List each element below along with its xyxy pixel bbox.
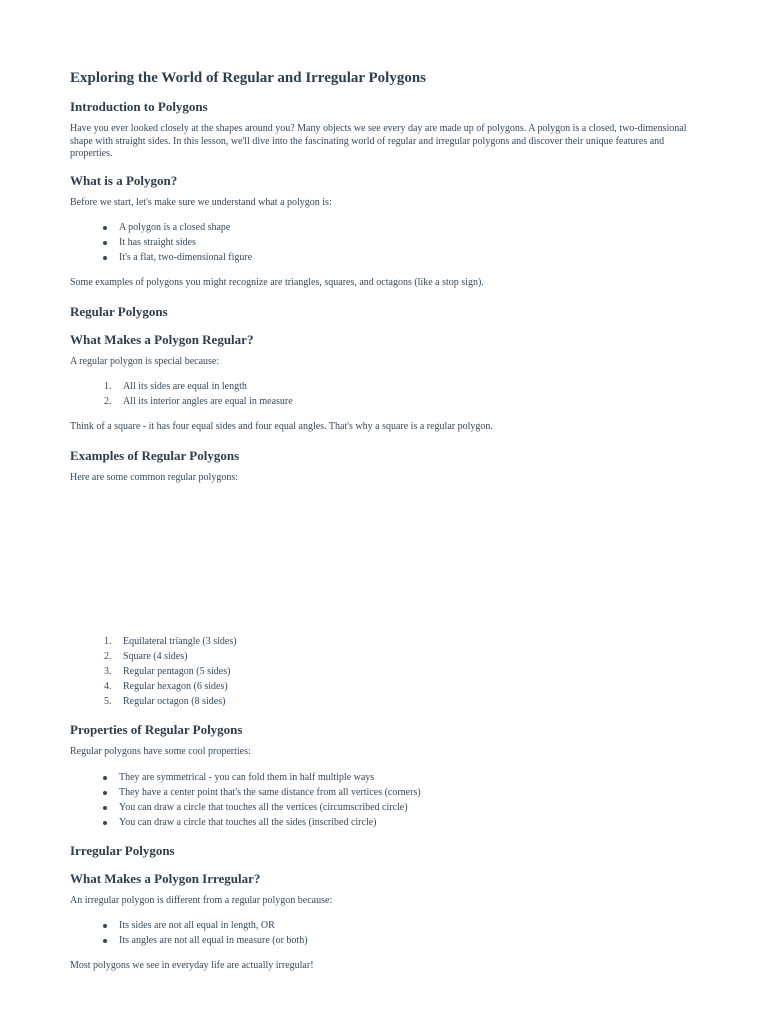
square-note-paragraph: Think of a square - it has four equal sides and four equal angles. That's why a square is a regular polygon. [70,421,493,432]
regular-what-makes-heading: What Makes a Polygon Regular? [70,331,254,347]
list-item-text: All its interior angles are equal in measure [123,396,293,407]
list-number: 2. [104,396,112,407]
irregular-criteria-list [70,918,690,948]
regular-examples-list [70,634,690,709]
list-item: Its angles are not all equal in measure (or both) [70,933,690,948]
list-item: You can draw a circle that touches all the sides (inscribed circle) [70,815,690,830]
polygon-definition-list [70,220,690,265]
examples-paragraph: Here are some common regular polygons: [70,471,239,483]
regular-heading: Regular Polygons [70,303,168,319]
list-item [70,679,690,694]
list-item: They are symmetrical - you can fold them in half multiple ways [70,770,690,785]
regular-what-makes-paragraph: A regular polygon is special because: [70,355,220,367]
irregular-what-makes-paragraph: An irregular polygon is different from a regular polygon because: [70,894,333,906]
properties-list [70,770,690,830]
list-item [70,379,690,394]
list-item: A polygon is a closed shape [70,220,690,235]
list-item: You can draw a circle that touches all the vertices (circumscribed circle) [70,800,690,815]
list-number: 3. [104,666,112,677]
list-number: 2. [104,651,112,662]
polygon-examples-paragraph: Some examples of polygons you might recognize are triangles, squares, and octagons (like a stop sign). [70,277,484,288]
list-item-text: Regular pentagon (5 sides) [123,666,231,677]
lesson-content [70,64,690,973]
list-number: 1. [104,636,112,647]
list-item: It's a flat, two-dimensional figure [70,250,690,265]
list-item [70,394,690,409]
list-item-text: Regular hexagon (6 sides) [123,681,228,692]
irregular-heading: Irregular Polygons [70,842,175,858]
list-item [70,634,690,649]
list-number: 1. [104,381,112,392]
list-item: It has straight sides [70,235,690,250]
regular-criteria-list [70,379,690,409]
properties-heading: Properties of Regular Polygons [70,722,243,737]
list-number: 4. [104,681,112,692]
list-item-text: Equilateral triangle (3 sides) [123,636,237,647]
list-item-text: Regular octagon (8 sides) [123,696,226,707]
irregular-everyday-paragraph: Most polygons we see in everyday life are actually irregular! [70,960,314,971]
list-item [70,664,690,679]
examples-heading: Examples of Regular Polygons [70,447,240,463]
page-title: Exploring the World of Regular and Irregular Polygons [70,70,427,86]
intro-heading: Introduction to Polygons [70,99,208,114]
what-is-paragraph: Before we start, let's make sure we understand what a polygon is: [70,196,332,208]
irregular-what-makes-heading: What Makes a Polygon Irregular? [70,870,261,886]
list-item [70,649,690,664]
properties-paragraph: Regular polygons have some cool properties: [70,746,251,757]
intro-paragraph: Have you ever looked closely at the shapes around you? Many objects we see every day are made up of polygons. A polygon is a closed, two-dimensional shape with straight sides. In this lesson, we'll dive into the fascinating world of regular and irregular polygons and discover their unique features and properties. [70,123,687,159]
list-item [70,694,690,709]
polygon-image-area [70,484,690,628]
list-item-text: All its sides are equal in length [123,381,247,392]
what-is-heading: What is a Polygon? [70,172,178,188]
list-item: They have a center point that's the same distance from all vertices (corners) [70,785,690,800]
list-number: 5. [104,696,112,707]
list-item-text: Square (4 sides) [123,651,188,662]
list-item: Its sides are not all equal in length, OR [70,918,690,933]
